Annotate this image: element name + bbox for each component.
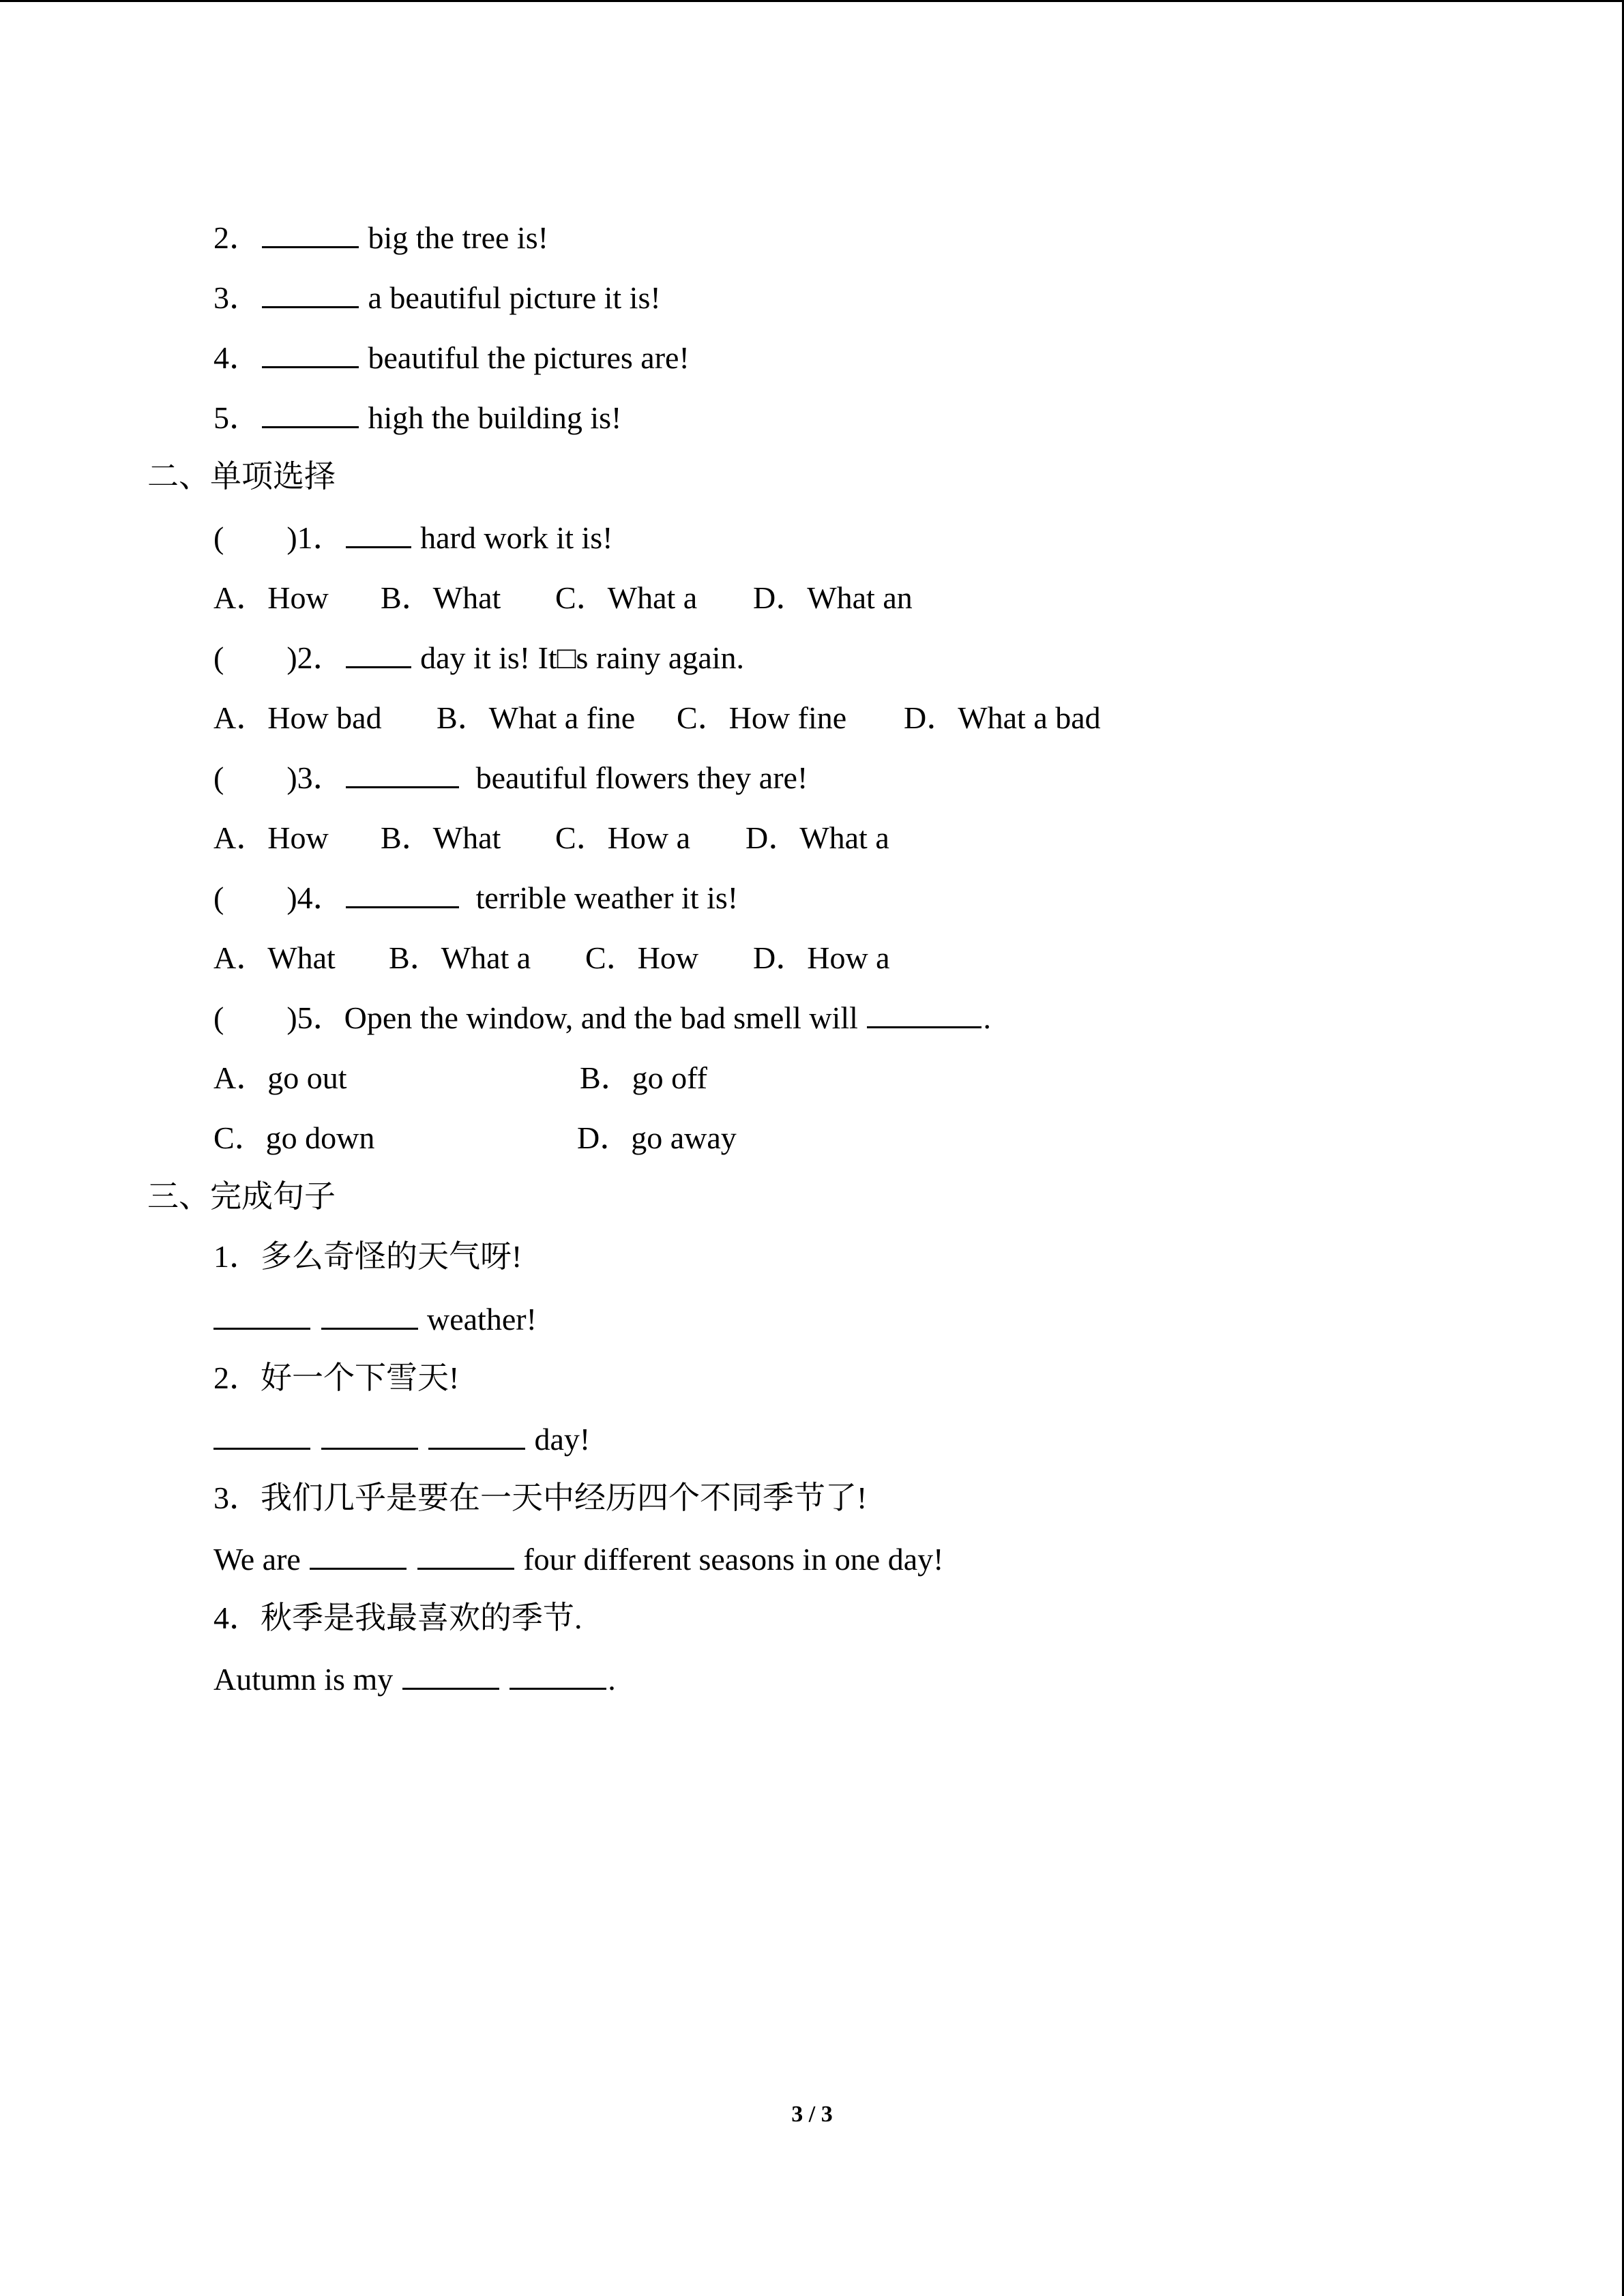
translation-answer-3 <box>213 1540 943 1579</box>
answer-text: We are <box>213 1542 309 1577</box>
item-number: 5． <box>213 400 261 435</box>
answer-blank[interactable] <box>262 399 359 428</box>
item-text: beautiful the pictures are! <box>360 340 690 375</box>
translation-prompt-3: 3．我们几乎是要在一天中经历四个不同季节了! <box>213 1480 868 1515</box>
answer-text: . <box>608 1662 616 1697</box>
part1-item-5 <box>213 399 621 437</box>
option-c[interactable]: C．How a <box>555 820 691 855</box>
part1-item-3 <box>213 279 661 317</box>
answer-blank[interactable] <box>417 1540 514 1570</box>
answer-blank[interactable] <box>321 1300 418 1330</box>
mc-question-4 <box>213 879 738 917</box>
item-text: big the tree is! <box>360 220 548 255</box>
mc-question-1 <box>213 519 612 557</box>
answer-paren: ( )2． <box>213 640 344 675</box>
part1-item-4 <box>213 339 690 377</box>
item-text: high the building is! <box>360 400 622 435</box>
question-end: . <box>983 1000 991 1035</box>
option-c[interactable]: C．What a <box>555 580 698 615</box>
answer-text: weather! <box>419 1302 537 1337</box>
page-number: 3 / 3 <box>791 2102 833 2127</box>
option-a[interactable]: A．go out <box>213 1060 347 1095</box>
option-d[interactable]: D．go away <box>577 1120 737 1155</box>
option-b[interactable]: B．What a <box>389 940 531 975</box>
question-text: day it is! It□s rainy again. <box>412 640 745 675</box>
option-d[interactable]: D．What a bad <box>904 700 1101 735</box>
answer-blank[interactable] <box>867 999 981 1028</box>
answer-paren: ( )4． <box>213 880 344 915</box>
item-number: 4． <box>213 340 261 375</box>
answer-paren: ( )3． <box>213 760 344 795</box>
question-text: terrible weather it is! <box>460 880 739 915</box>
option-b[interactable]: B．go off <box>580 1060 707 1095</box>
answer-text: Autumn is my <box>213 1662 401 1697</box>
answer-blank[interactable] <box>346 519 411 548</box>
item-number: 2． <box>213 220 261 255</box>
mc-question-5 <box>213 999 991 1037</box>
answer-text: day! <box>527 1422 591 1457</box>
answer-blank[interactable] <box>321 1420 418 1450</box>
answer-blank[interactable] <box>310 1540 407 1570</box>
mc-question-3 <box>213 759 808 797</box>
answer-blank[interactable] <box>402 1660 499 1690</box>
option-c[interactable]: C．How fine <box>677 700 847 735</box>
part1-item-2 <box>213 219 548 257</box>
option-b[interactable]: B．What <box>381 580 501 615</box>
option-d[interactable]: D．What an <box>753 580 913 615</box>
option-a[interactable]: A．How bad <box>213 700 382 735</box>
question-text: beautiful flowers they are! <box>460 760 808 795</box>
answer-blank[interactable] <box>213 1420 310 1450</box>
answer-blank[interactable] <box>262 279 359 308</box>
option-a[interactable]: A．How <box>213 580 329 615</box>
option-b[interactable]: B．What a fine <box>437 700 636 735</box>
answer-blank[interactable] <box>262 339 359 368</box>
option-d[interactable]: D．What a <box>745 820 889 855</box>
answer-blank[interactable] <box>346 879 459 908</box>
answer-paren: ( )1． <box>213 520 344 555</box>
option-a[interactable]: A．How <box>213 820 329 855</box>
answer-text: four different seasons in one day! <box>515 1542 944 1577</box>
translation-answer-1 <box>213 1300 537 1339</box>
mc-question-2 <box>213 639 744 677</box>
option-d[interactable]: D．How a <box>753 940 890 975</box>
answer-blank[interactable] <box>346 639 411 668</box>
section-heading-complete-sentences: 三、完成句子 <box>147 1179 336 1214</box>
option-c[interactable]: C．How <box>585 940 699 975</box>
item-number: 3． <box>213 280 261 315</box>
answer-blank[interactable] <box>213 1300 310 1330</box>
option-b[interactable]: B．What <box>381 820 501 855</box>
option-c[interactable]: C．go down <box>213 1120 375 1155</box>
translation-prompt-4: 4．秋季是我最喜欢的季节. <box>213 1600 582 1635</box>
question-text: Open the window, and the bad smell will <box>344 1000 866 1035</box>
translation-prompt-2: 2．好一个下雪天! <box>213 1360 460 1395</box>
translation-answer-2 <box>213 1420 590 1459</box>
question-text: hard work it is! <box>412 520 613 555</box>
translation-prompt-1: 1．多么奇怪的天气呀! <box>213 1239 522 1274</box>
section-heading-multiple-choice: 二、单项选择 <box>147 459 336 494</box>
item-text: a beautiful picture it is! <box>360 280 661 315</box>
translation-answer-4 <box>213 1660 616 1699</box>
answer-blank[interactable] <box>510 1660 606 1690</box>
answer-blank[interactable] <box>262 219 359 248</box>
answer-blank[interactable] <box>428 1420 525 1450</box>
answer-blank[interactable] <box>346 759 459 788</box>
option-a[interactable]: A．What <box>213 940 336 975</box>
answer-paren: ( )5． <box>213 1000 344 1035</box>
